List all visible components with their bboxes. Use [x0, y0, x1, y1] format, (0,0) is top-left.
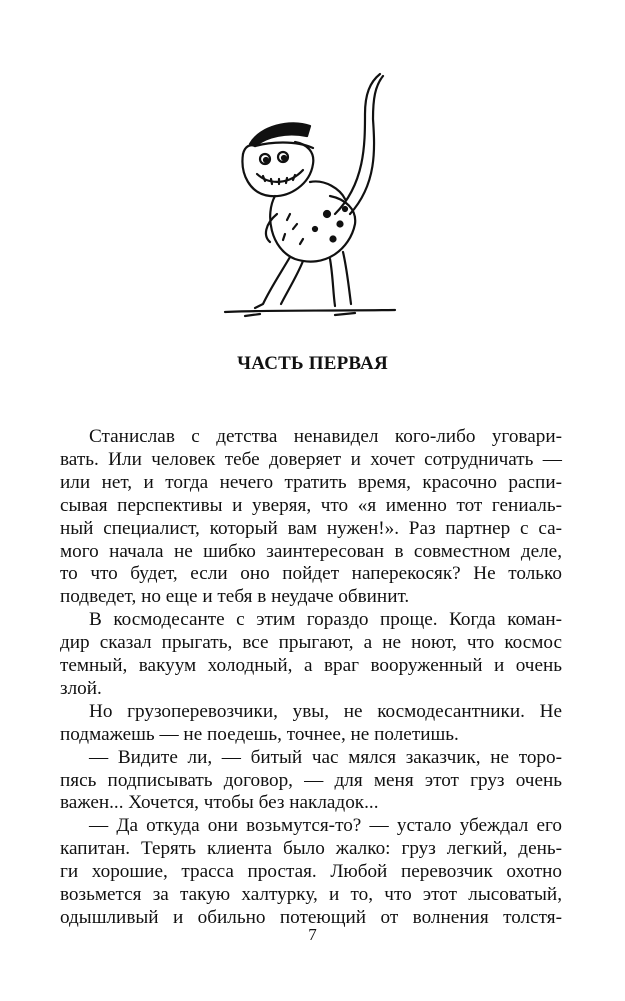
text-line: дир сказал прыгать, все прыгают, а не ноют, что космос [60, 632, 562, 654]
text-line: важен... Хочется, чтобы без накладок... [60, 792, 379, 814]
text-line: вать. Или человек тебе доверяет и хочет сотрудничать — [60, 448, 562, 470]
text-line: подмажешь — не поедешь, точнее, не полетишь. [60, 723, 459, 745]
text-line: возьмется за такую халтурку, и то, что этот лысоватый, [60, 884, 562, 905]
text-line: то что будет, если оно пойдет наперекосяк? Не только [60, 563, 562, 585]
page-number: 7 [308, 925, 317, 944]
text-line: сывая перспективы и уверяя, что «я именно тот гениаль- [60, 494, 562, 516]
text-line: злой. [60, 677, 102, 699]
text-line: Станислав с детства ненавидел кого-либо уговари- [89, 426, 562, 447]
text-line: мого начала не шибко заинтересован в совместном деле, [60, 540, 562, 562]
text-line: одышливый и обильно потеющий от волнения толстя- [60, 906, 562, 928]
text-line: ги хорошие, трасса простая. Любой перевозчик охотно [60, 861, 562, 883]
text-line: В космодесанте с этим гораздо проще. Когда коман- [89, 609, 562, 631]
text-line: пясь подписывать договор, — для меня этот груз очень [60, 769, 562, 791]
text-line: темный, вакуум холодный, а враг вооруженный и очень [60, 655, 562, 676]
part-heading: ЧАСТЬ ПЕРВАЯ [237, 353, 388, 374]
text-line: — Видите ли, — битый час мялся заказчик, не торо- [89, 746, 562, 768]
text-line: капитан. Терять клиента было жалко: груз легкий, день- [60, 838, 562, 860]
text-line: — Да откуда они возьмутся-то? — устало убеждал его [89, 815, 562, 837]
cat-in-cap-illustration [215, 64, 405, 324]
text-line: ный специалист, который вам нужен!». Раз партнер с са- [60, 517, 562, 539]
text-line: или нет, и тогда нечего тратить время, красочно распи- [60, 471, 562, 493]
text-line: Но грузоперевозчики, увы, не космодесантники. Не [89, 700, 562, 722]
text-line: подведет, но еще и тебя в неудаче обвинит. [60, 586, 410, 608]
